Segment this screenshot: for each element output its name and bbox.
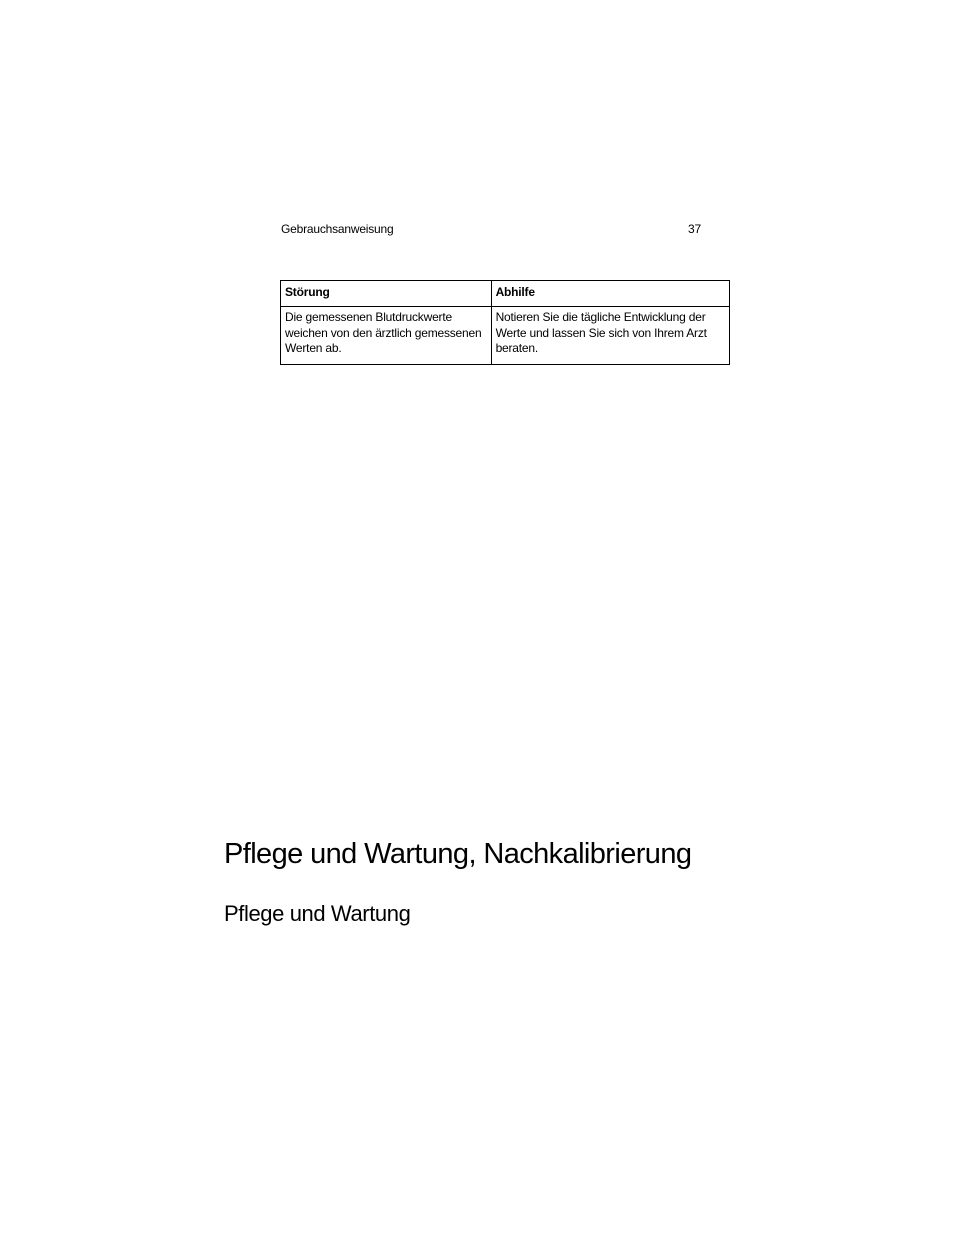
table-cell-problem: Die gemessenen Blutdruckwerte weichen von den ärztlich gemessenen Werten ab. bbox=[281, 307, 492, 365]
column-header-remedy: Abhilfe bbox=[491, 281, 729, 307]
column-header-problem: Störung bbox=[281, 281, 492, 307]
document-title: Gebrauchsanweisung bbox=[281, 222, 394, 236]
section-title: Pflege und Wartung bbox=[224, 901, 411, 926]
table-header-row bbox=[281, 281, 730, 307]
table-row bbox=[281, 307, 730, 365]
running-header bbox=[281, 222, 701, 238]
page-number: 37 bbox=[688, 222, 701, 236]
table-cell-remedy: Notieren Sie die tägliche Entwicklung der Werte und lassen Sie sich von Ihrem Arzt beraten. bbox=[491, 307, 729, 365]
chapter-title: Pflege und Wartung, Nachkalibrierung bbox=[224, 838, 692, 870]
troubleshooting-table bbox=[280, 280, 730, 365]
